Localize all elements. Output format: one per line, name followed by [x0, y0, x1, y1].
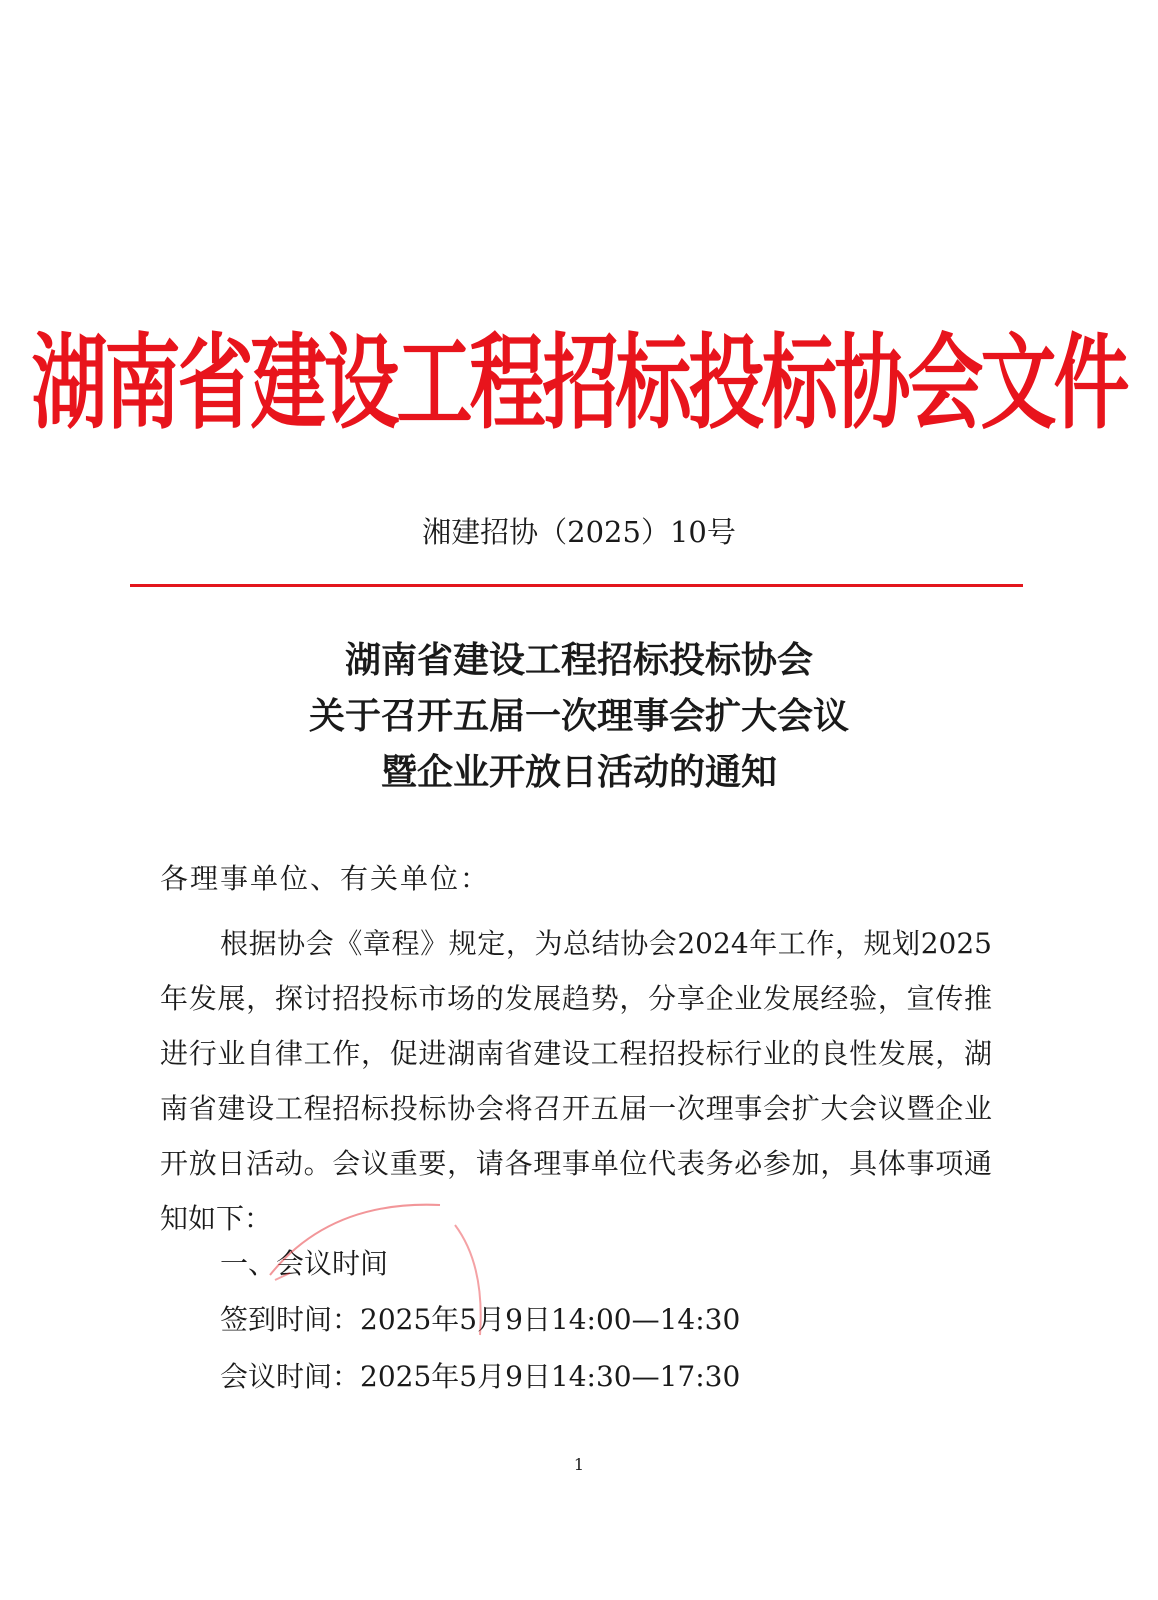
page-number: 1: [573, 1455, 585, 1474]
salutation: 各理事单位、有关单位：: [160, 862, 491, 895]
masthead: 湖南省建设工程招标投标协会文件: [31, 322, 1127, 443]
notice-title-line-1: 湖南省建设工程招标投标协会: [344, 639, 813, 681]
red-divider: [130, 584, 1023, 587]
meeting-time: 会议时间：2025年5月9日14:30—17:30: [220, 1360, 741, 1393]
seal-stamp-trace: [240, 1185, 540, 1345]
notice-title-line-3: 暨企业开放日活动的通知: [380, 751, 777, 793]
signin-time: 签到时间：2025年5月9日14:00—14:30: [220, 1303, 741, 1336]
notice-title-line-2: 关于召开五届一次理事会扩大会议: [308, 695, 849, 737]
document-number: 湘建招协（2025）10号: [422, 515, 736, 549]
section-heading-meeting-time: 一、会议时间: [220, 1247, 389, 1280]
body-paragraph: 根据协会《章程》规定，为总结协会2024年工作，规划2025年发展，探讨招投标市场的发展趋势，分享企业发展经验，宣传推进行业自律工作，促进湖南省建设工程招投标行业的良性发展，湖南省建设工程招标投标协会将召开五届一次理事会扩大会议暨企业开放日活动。会议重要，请各理事单位代表务必参加，具体事项通知如下：: [160, 927, 992, 1235]
